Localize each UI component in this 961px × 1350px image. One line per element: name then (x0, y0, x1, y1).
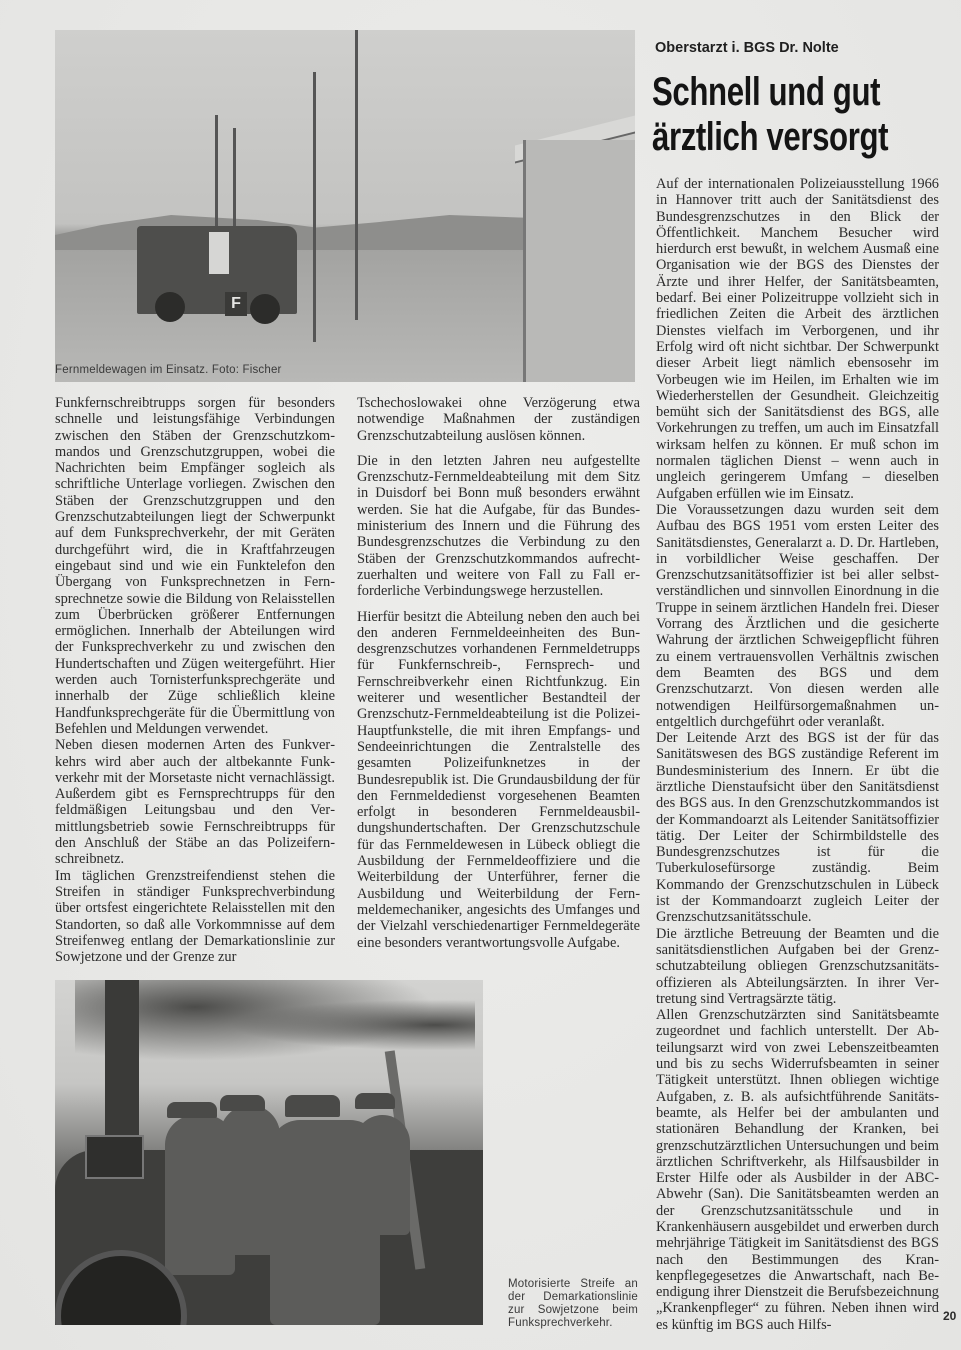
photo-signal-vehicle (55, 30, 635, 382)
photo-tree-trunk (105, 980, 139, 1160)
officer-cap (355, 1093, 395, 1109)
headline-line-2: ärztlich versorgt (652, 115, 889, 159)
text-column-right (656, 176, 939, 1333)
paragraph: Die ärztliche Betreuung der Beamten und die sanitätsdienstlichen Aufgaben bei der Grenzschutzabteilung obliegen Grenzschutzsanitätsoffizieren als Abteilungsärzten. In ihrer Vertretung sind Vertragsärzte tätig. (656, 925, 939, 1007)
paragraph: Hierfür besitzt die Abteilung neben den auch bei den anderen Fernmeldeeinheiten des Bundesgrenzschutzes vorhandenen Fernmeldetrupps für Funkfernschreib-, Fernsprech- und Fernschreibverkehr einen Richtfunkzug. Ein weiterer und wesentlicher Bestandteil der Grenzschutz-Fernmeldeabteilung ist die Polizei-Hauptfunkstelle, die mit ihren Empfangs- und Sendeeinrichtungen die Zentralstelle des gesamten Polizeifunknetzes in der Bundesrepublik ist. Die Grundausbildung der für den Fernmeldedienst vorgesehenen Beamten erfolgt in besonderen Fernmeldeausbildungshundertschaften. Der Grenzschutzschule für das Fernmeldewesen in Lübeck obliegt die Ausbildung der Fernmeldeoffiziere und die Weiterbildung der Unterführer, ferner die Ausbildung und Weiterbildung der Fernmeldemechaniker, angesichts des Umfanges und der Vielzahl verschiedenartiger Fernmeldegeräte eine besonders verantwortungsvolle Aufgabe. (357, 608, 640, 951)
officer-cap (285, 1095, 340, 1117)
paragraph: Auf der internationalen Polizeiausstellung 1966 in Hannover tritt auch der Sanitätsdienst des Bundesgrenzschutzes in den Blick der Öffentlichkeit. Manchem Besucher wird hierdurch erst bewußt, in welchem Ausmaß eine Organisation wie der BGS des Dienstes der Ärzte und ihrer Helfer, der Sanitätsbeamten, bedarf. Bei einer Polizeitruppe vollzieht sich in friedlichen Zeiten die Arbeit des ärztlichen Dienstes vielfach im Verborgenen, und ihr Erfolg wird oft nicht sichtbar. Der Schwerpunkt dieser Arbeit liegt nämlich ebensosehr im Vorbeugen wie im Heilen, im Erhalten wie im Wiederherstellen der Gesundheit. Gleichzeitig bemüht sich der Sanitätsdienst des BGS, alle Vorkehrungen zu treffen, um auch im Einsatzfall wirksam helfen zu können. Er muß schon im normalen täglichen Dienst – wenn auch in ungleich geringerem Umfang – dieselben Aufgaben erfüllen wie im Einsatz. (656, 176, 939, 502)
officer-cap (167, 1102, 217, 1118)
paragraph: Neben diesen modernen Arten des Funkverkehrs wird aber auch der altbekannte Funkverkehr mit der Morsetaste nicht vernachlässigt. Außerdem gibt es Fernsprechtrupps für den feldmäßigen Leitungsbau und den Vermittlungsbetrieb sowie Fernschreibtrupps für den Anschluß der Stäbe an das Polizeifernschreibnetz. (55, 737, 335, 868)
paragraph: Allen Grenzschutzärzten sind Sanitätsbeamte zugeordnet und fachlich unterstellt. Der Abteilungsarzt wird von zwei Lebenszeitbeamten und bis zu sechs Widerrufsbeamten in seiner Tätigkeit unterstützt. Ihnen obliegen wichtige Aufgaben, z. B. als aufsichtführende Sanitätsbeamte, als Helfer bei der ambulanten und stationären Behandlung der Kranken, bei grenzschutzärztlichen Untersuchungen und beim ärztlichen Schriftverkehr, als Hilfsausbilder in Erster Hilfe oder als Ausbilder in der ABC-Abwehr (San). Die Sanitätsbeamten werden an der Grenzschutzsanitätsschule und in Krankenhäusern ausgebildet und erwerben durch mehrjährige Tätigkeit im Sanitätsdienst des BGS nach den Bestimmungen des Krankenpflegegesetzes die Anwartschaft, nach Beendigung ihrer Dienstzeit die Berufsbezeichnung „Krankenpfleger“ zu führen. Neben ihnen wird es künftig im BGS auch Hilfs- (656, 1007, 939, 1333)
paragraph: Tschechoslowakei ohne Verzögerung etwa notwendige Maßnahmen der zuständigen Grenzschutzabteilung auslösen können. (357, 395, 640, 444)
truck-door (209, 232, 229, 274)
paragraph: Die Voraussetzungen dazu wurden seit dem Aufbau des BGS 1951 vom ersten Leiter des Sanitätsdienstes, Generalarzt a. D. Dr. Hartleben, in vorbildlicher Weise geschaffen. Der Grenzschutzsanitätsoffizier ist bei aller selbstverständlichen und sinnvollen Einordnung in die Truppe in seinem ärztlichen Handeln frei. Dieser Vorrang des Ärztlichen und die gesicherte Wahrung der ärztlichen Schweigepflicht führen zu einem vertrauensvollen Verhältnis zwischen dem Beamten des BGS und dem Grenzschutzarzt. Von diesen werden alle notwendigen Heilfürsorgemaßnahmen unentgeltlich durchgeführt oder veranlaßt. (656, 501, 939, 730)
truck-wheel (250, 294, 280, 324)
photo-caption-top: Fernmeldewagen im Einsatz. Foto: Fischer (55, 364, 282, 376)
paragraph: Der Leitende Arzt des BGS ist der für das Sanitätswesen des BGS zuständige Referent im Bundesministerium des Innern. Er übt die ärztliche Dienstaufsicht über den Sanitätsdienst des BGS aus. In den Grenzschutzkommandos ist der Kommandoarzt als Leitender Sanitätsoffizier tätig. Der Leiter der Schirmbildstelle des Bundesgrenzschutzes ist für die Tuberkulosefürsorge zuständig. Beim Kommando der Grenzschutzschulen in Lübeck ist der Kommandoarzt zugleich Leiter der Grenzschutzsanitätsschule. (656, 730, 939, 926)
paragraph: Funkfernschreibtrupps sorgen für besonders schnelle und leistungsfähige Verbindungen zwischen den Stäben der Grenzschutzkommandos und Grenzschutzgruppen, wobei die Nachrichten beim Empfänger sogleich als schriftliche Unterlage vorliegen. Zwischen den Stäben der Grenzschutzgruppen und den Grenzschutzabteilungen liegt der Schwerpunkt auf dem Funksprechverkehr, der mit Geräten durchgeführt wird, die in Kraftfahrzeugen eingebaut sind und wie ein Funktelefon den Übergang von Funksprechnetzen in Fernsprechnetze sowie die Bildung von Relaisstellen zum Überbrücken größerer Entfernungen ermöglichen. Innerhalb der Abteilungen wird der Funksprechverkehr zu und zwischen den Hundertschaften und Zügen weitergeführt. Hier werden auch Tornisterfunksprechgeräte und innerhalb der Züge schließlich kleine Handfunksprechgeräte für die Übermittlung von Befehlen und Meldungen verwendet. (55, 395, 335, 737)
text-column-left (55, 395, 335, 965)
page-number: 20 (943, 1309, 957, 1323)
truck-wheel (155, 292, 185, 322)
photo-patrol-jeep (55, 980, 483, 1325)
paragraph: Im täglichen Grenzstreifendienst stehen die Streifen in ständiger Funksprechverbindung über ortsfest eingerichtete Relaisstellen mit den Standorten, so daß alle Vorkommnisse auf dem Streifenweg entlang der Demarkationslinie zur Sowjetzone und der Grenze zur (55, 867, 335, 966)
paragraph: Die in den letzten Jahren neu aufgestellte Grenzschutz-Fernmeldeabteilung mit dem Sitz in Duisdorf bei Bonn muß besonders erwähnt werden. Sie hat die Aufgabe, für das Bundesministerium des Innern und die Führung des Bundesgrenzschutzes die Verbindung zu den Stäben der Grenzschutzkommandos aufrechtzuerhalten und weitere von Fall zu Fall erforderliche Verbindungswege herzustellen. (357, 452, 640, 600)
text-column-middle (357, 395, 640, 951)
radio-set (85, 1135, 144, 1179)
author-byline: Oberstarzt i. BGS Dr. Nolte (655, 40, 839, 56)
headline (652, 70, 889, 160)
f-sign: F (225, 292, 247, 316)
antenna-mast (313, 72, 316, 342)
wooden-hut (523, 140, 635, 382)
officer-figure (355, 1115, 410, 1235)
officer-cap (220, 1095, 265, 1111)
antenna-mast (355, 30, 358, 320)
photo-caption-bottom: Motorisierte Streife an der Demarkationslinie zur Sowjetzone beim Funksprechverkehr. (508, 1278, 638, 1329)
headline-line-1: Schnell und gut (652, 70, 881, 114)
